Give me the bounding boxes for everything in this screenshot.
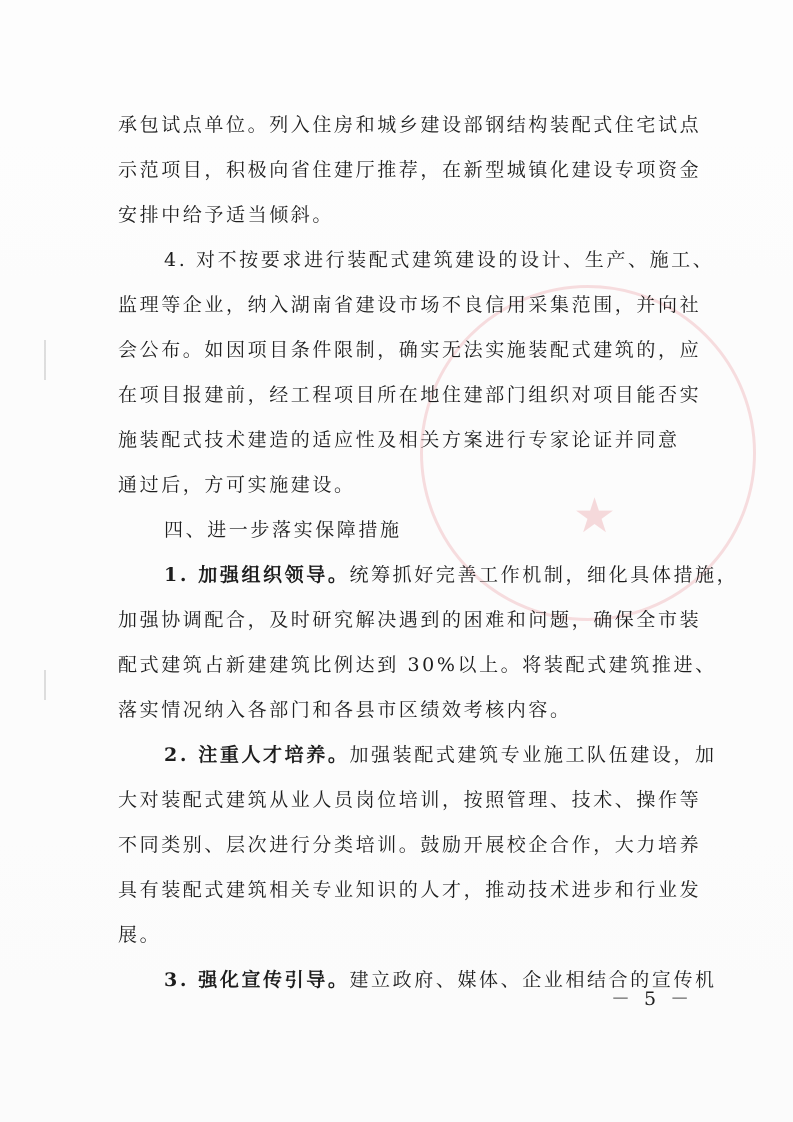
text-line: 承包试点单位。列入住房和城乡建设部钢结构装配式住宅试点 [118, 114, 702, 136]
text-line: 不同类别、层次进行分类培训。鼓励开展校企合作，大力培养 [118, 834, 702, 856]
scan-edge-mark [44, 340, 46, 380]
seal-star-icon: ★ [573, 488, 617, 544]
text-line-rest: 加强装配式建筑专业施工队伍建设，加 [349, 744, 717, 766]
text-line: 配式建筑占新建建筑比例达到 30%以上。将装配式建筑推进、 [118, 654, 717, 676]
text-line: 具有装配式建筑相关专业知识的人才，推动技术进步和行业发 [118, 879, 702, 901]
bold-lead: 2. 注重人才培养。 [164, 744, 350, 766]
text-line: 加强协调配合，及时研究解决遇到的困难和问题，确保全市装 [118, 609, 702, 631]
text-line: 大对装配式建筑从业人员岗位培训，按照管理、技术、操作等 [118, 789, 702, 811]
text-line [118, 958, 717, 1003]
text-line-rest: 建立政府、媒体、企业相结合的宣传机 [349, 969, 717, 991]
text-line [118, 733, 717, 778]
text-line: 在项目报建前，经工程项目所在地住建部门组织对项目能否实 [118, 384, 702, 406]
text-line: 通过后，方可实施建设。 [118, 474, 356, 496]
text-line: 会公布。如因项目条件限制，确实无法实施装配式建筑的，应 [118, 339, 702, 361]
text-line: 施装配式技术建造的适应性及相关方案进行专家论证并同意 [118, 429, 680, 451]
text-line: 落实情况纳入各部门和各县市区绩效考核内容。 [118, 699, 572, 721]
section-heading: 四、进一步落实保障措施 [164, 519, 402, 541]
text-line-rest: 统筹抓好完善工作机制，细化具体措施， [349, 564, 739, 586]
text-line: 展。 [118, 924, 162, 946]
page-number: － 5 － [611, 988, 694, 1010]
scan-edge-mark [44, 670, 46, 700]
body-text [118, 103, 739, 1003]
text-line: 示范项目，积极向省住建厅推荐，在新型城镇化建设专项资金 [118, 159, 702, 181]
text-line: 4. 对不按要求进行装配式建筑建设的设计、生产、施工、 [164, 249, 715, 271]
text-line: 安排中给予适当倾斜。 [118, 204, 335, 226]
bold-lead: 3. 强化宣传引导。 [164, 969, 350, 991]
bold-lead: 1. 加强组织领导。 [164, 564, 350, 586]
text-line: 监理等企业，纳入湖南省建设市场不良信用采集范围，并向社 [118, 294, 702, 316]
text-line [118, 553, 739, 598]
